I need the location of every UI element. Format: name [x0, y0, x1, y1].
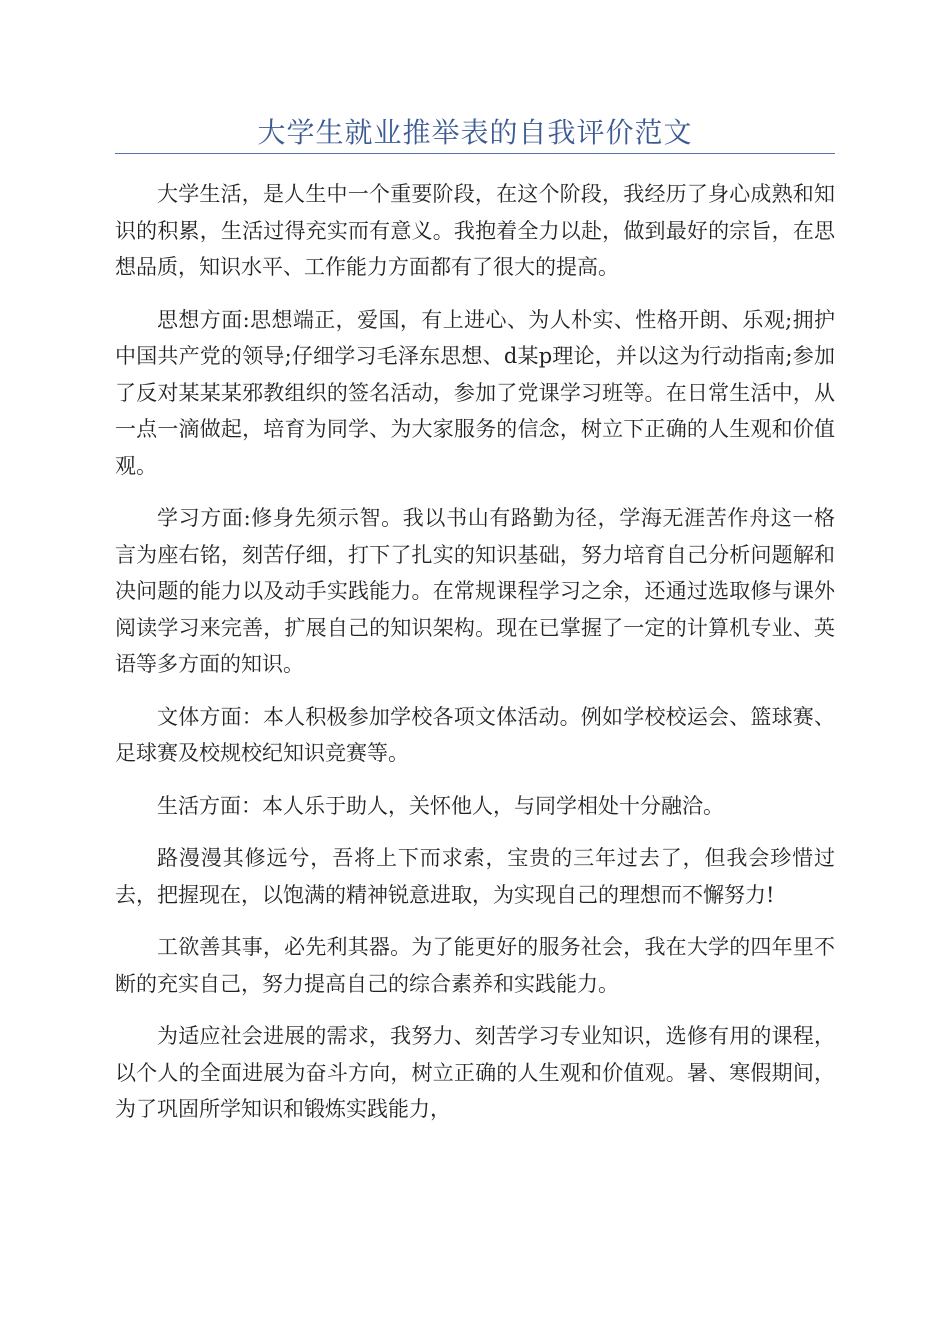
paragraph-ideology: 思想方面:思想端正，爱国，有上进心、为人朴实、性格开朗、乐观;拥护中国共产党的领导;仔细学习毛泽东思想、d某p理论，并以这为行动指南;参加了反对某某某邪教组织的签名活动，参加了党课学习班等。在日常生活中，从一点一滴做起，培育为同学、为大家服务的信念，树立下正确的人生观和价值观。: [115, 307, 835, 478]
document-title: 大学生就业推举表的自我评价范文: [257, 116, 693, 149]
title-underline: [115, 153, 835, 154]
paragraph-intro: 大学生活，是人生中一个重要阶段，在这个阶段，我经历了身心成熟和知识的积累，生活过得充实而有意义。我抱着全力以赴，做到最好的宗旨，在思想品质，知识水平、工作能力方面都有了很大的提高。: [115, 182, 835, 279]
paragraph-sports: 文体方面：本人积极参加学校各项文体活动。例如学校校运会、篮球赛、足球赛及校规校纪知识竞赛等。: [115, 704, 835, 765]
paragraph-life: 生活方面：本人乐于助人，关怀他人，与同学相处十分融洽。: [157, 793, 724, 818]
paragraph-tools: 工欲善其事，必先利其器。为了能更好的服务社会，我在大学的四年里不断的充实自己，努力提高自己的综合素养和实践能力。: [115, 935, 835, 996]
document-body: [115, 176, 835, 1144]
paragraph-development: 为适应社会进展的需求，我努力、刻苦学习专业知识，选修有用的课程，以个人的全面进展为奋斗方向，树立正确的人生观和价值观。暑、寒假期间，为了巩固所学知识和锻炼实践能力，: [115, 1024, 835, 1121]
paragraph-outlook: 路漫漫其修远兮，吾将上下而求索，宝贵的三年过去了，但我会珍惜过去，把握现在，以饱满的精神锐意进取，为实现自己的理想而不懈努力!: [115, 846, 835, 907]
paragraph-study: 学习方面:修身先须示智。我以书山有路勤为径，学海无涯苦作舟这一格言为座右铭，刻苦仔细，打下了扎实的知识基础，努力培育自己分析问题解和决问题的能力以及动手实践能力。在常规课程学习之余，还通过选取修与课外阅读学习来完善，扩展自己的知识架构。现在已掌握了一定的计算机专业、英语等多方面的知识。: [115, 506, 835, 676]
